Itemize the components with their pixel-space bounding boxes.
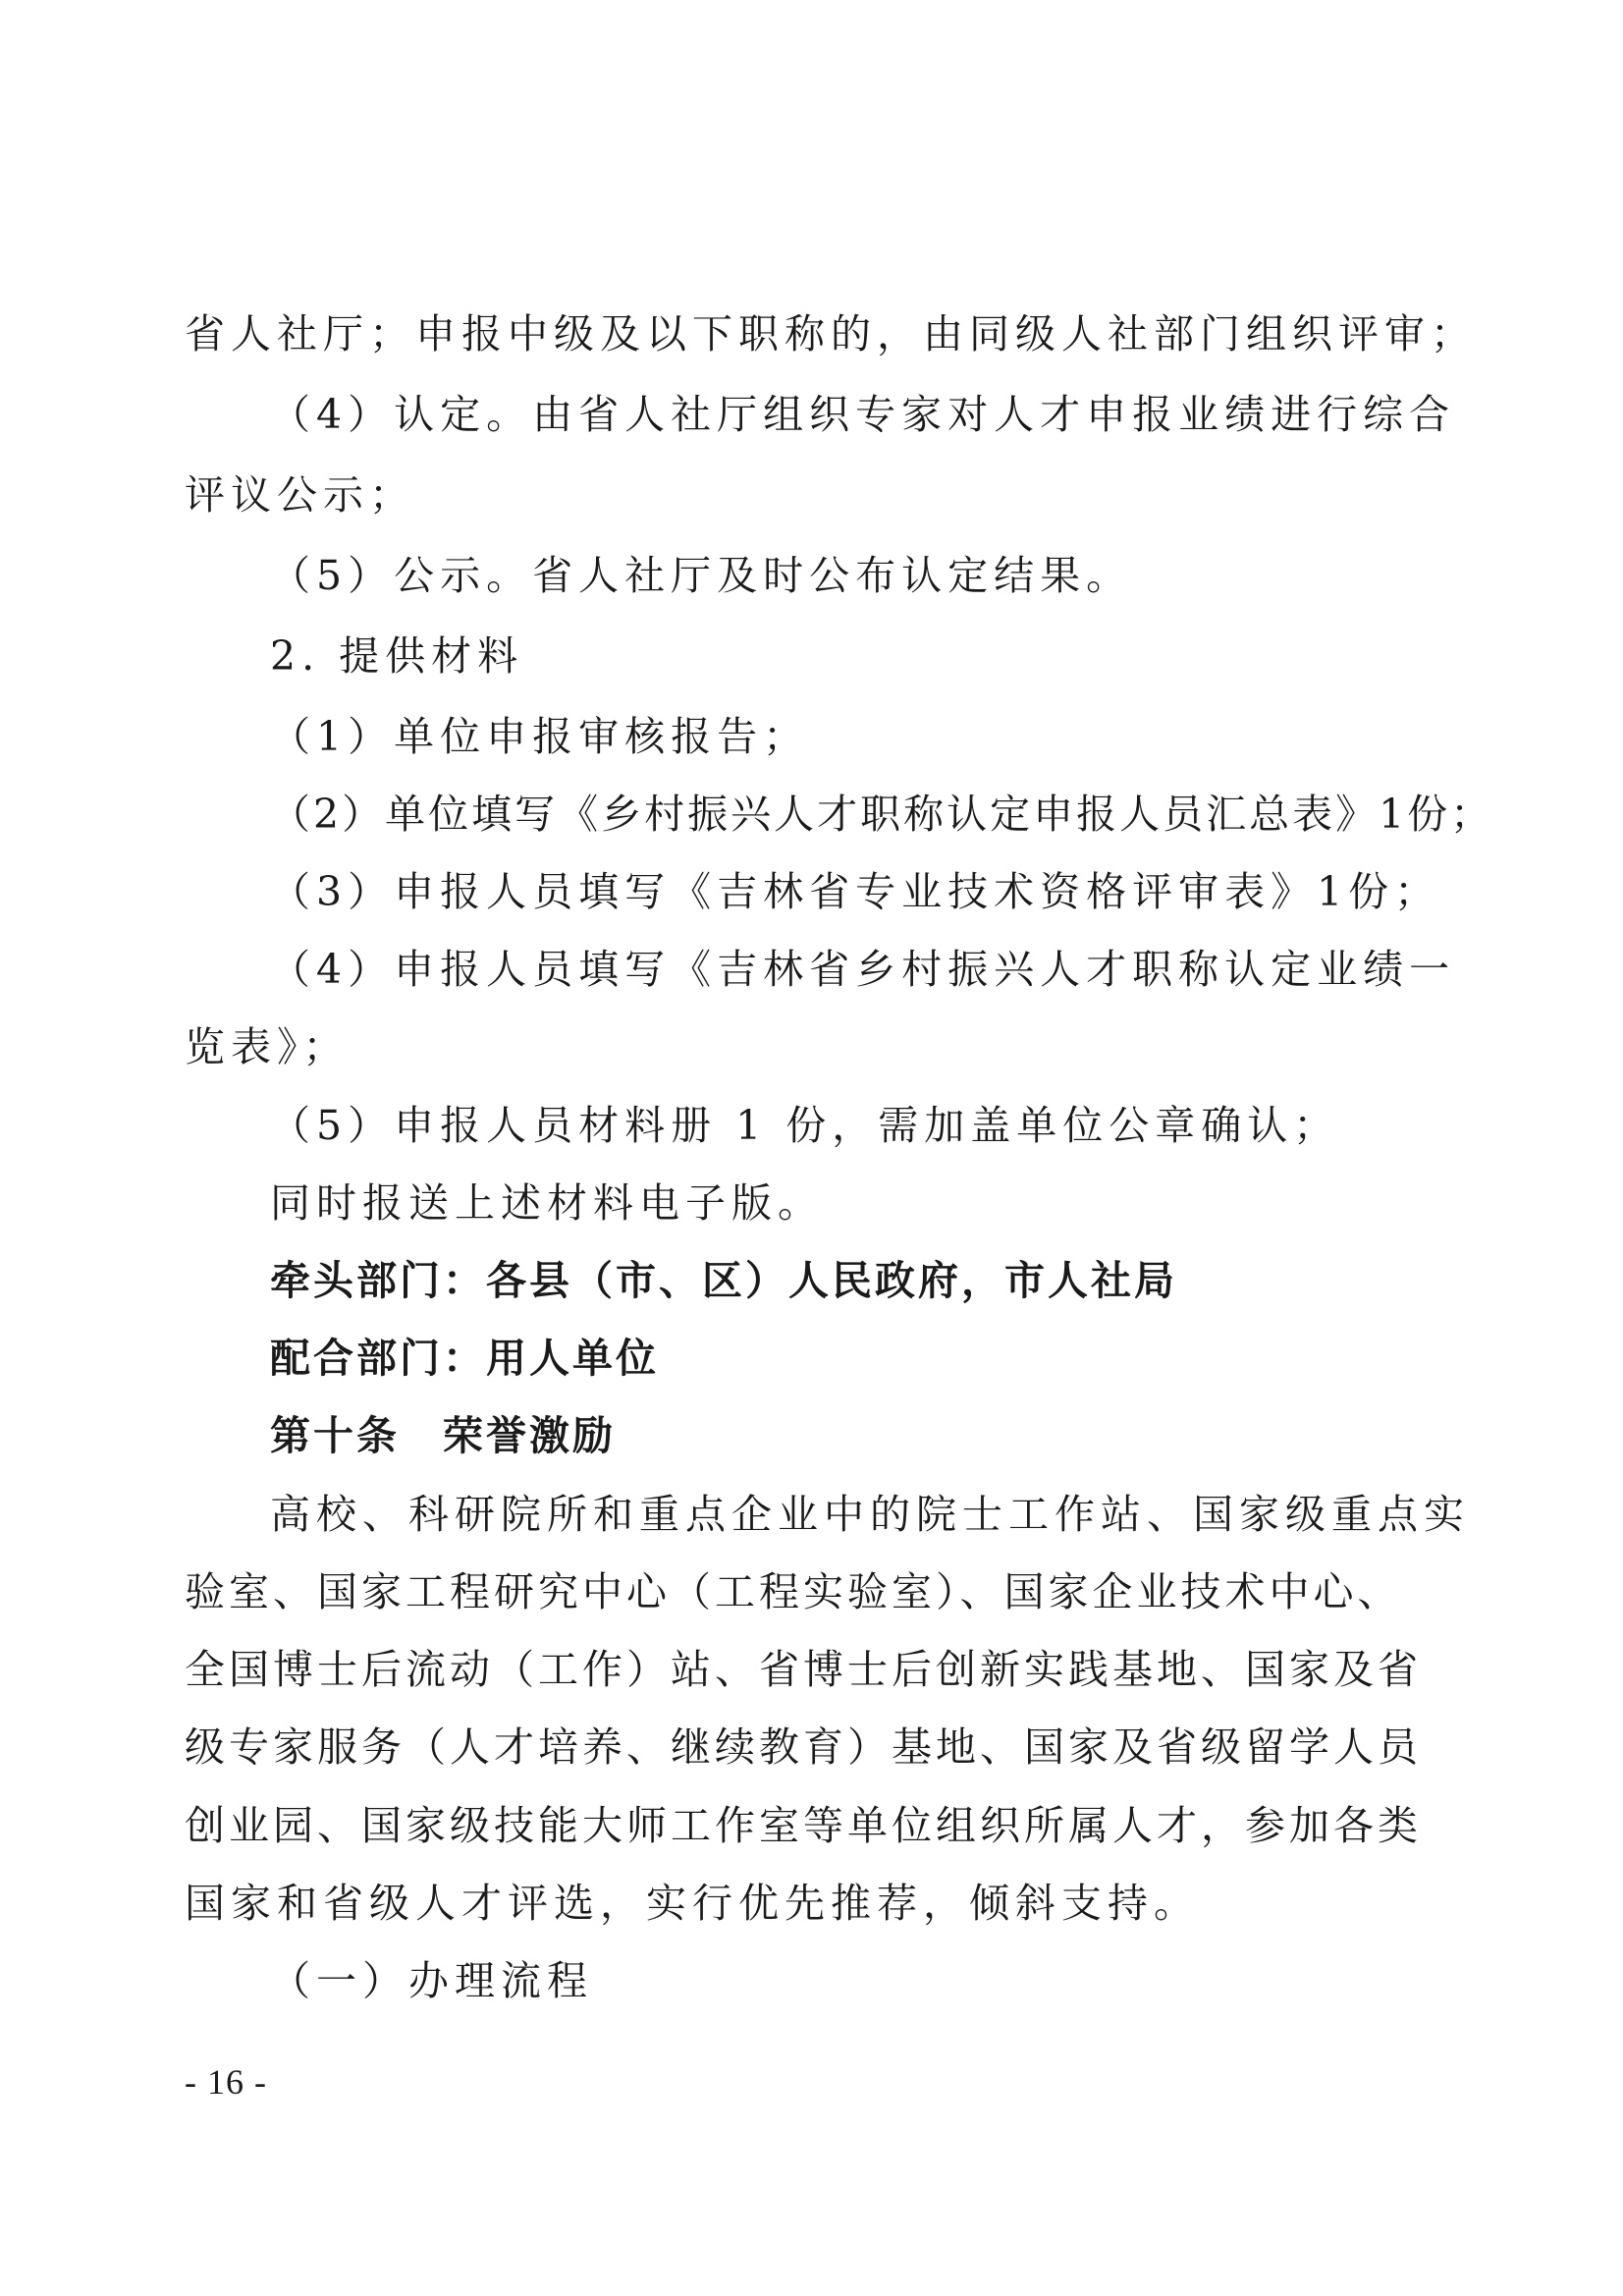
text-line: 级专家服务（人才培养、继续教育）基地、国家及省级留学人员	[185, 1723, 1422, 1771]
sub-heading: （一）办理流程	[270, 1957, 593, 2004]
text-line: 评议公示；	[185, 471, 415, 519]
text-line: （4）认定。由省人社厅组织专家对人才申报业绩进行综合	[270, 391, 1456, 438]
text-line: （2）单位填写《乡村振兴人才职称认定申报人员汇总表》1份；	[270, 791, 1494, 838]
text-line: 全国博士后流动（工作）站、省博士后创新实践基地、国家及省	[185, 1646, 1422, 1693]
text-line: （5）申报人员材料册 1 份，需加盖单位公章确认；	[270, 1102, 1340, 1149]
text-line: 览表》；	[185, 1023, 350, 1070]
text-line: 国家和省级人才评选，实行优先推荐，倾斜支持。	[185, 1880, 1200, 1927]
text-line: （1）单位申报审核报告；	[270, 713, 810, 760]
lead-department: 牵头部门：各县（市、区）人民政府，市人社局	[270, 1257, 1177, 1304]
text-line: 省人社厅；申报中级及以下职称的，由同级人社部门组织评审；	[185, 310, 1477, 357]
text-line: （4）申报人员填写《吉林省乡村振兴人才职称认定业绩一	[270, 946, 1456, 993]
page-number: - 16 -	[185, 2062, 267, 2102]
text-line: 高校、科研院所和重点企业中的院士工作站、国家级重点实	[270, 1491, 1470, 1538]
text-line: （5）公示。省人社厅及时公布认定结果。	[270, 552, 1133, 599]
text-line: 创业园、国家级技能大师工作室等单位组织所属人才，参加各类	[185, 1802, 1422, 1849]
cooperating-department: 配合部门：用人单位	[270, 1335, 659, 1382]
text-line: 验室、国家工程研究中心（工程实验室）、国家企业技术中心、	[185, 1568, 1402, 1615]
section-heading: 2. 提供材料	[270, 632, 524, 680]
text-line: 同时报送上述材料电子版。	[270, 1179, 824, 1227]
article-heading: 第十条 荣誉激励	[270, 1412, 616, 1459]
text-line: （3）申报人员填写《吉林省专业技术资格评审表》1份；	[270, 868, 1441, 915]
